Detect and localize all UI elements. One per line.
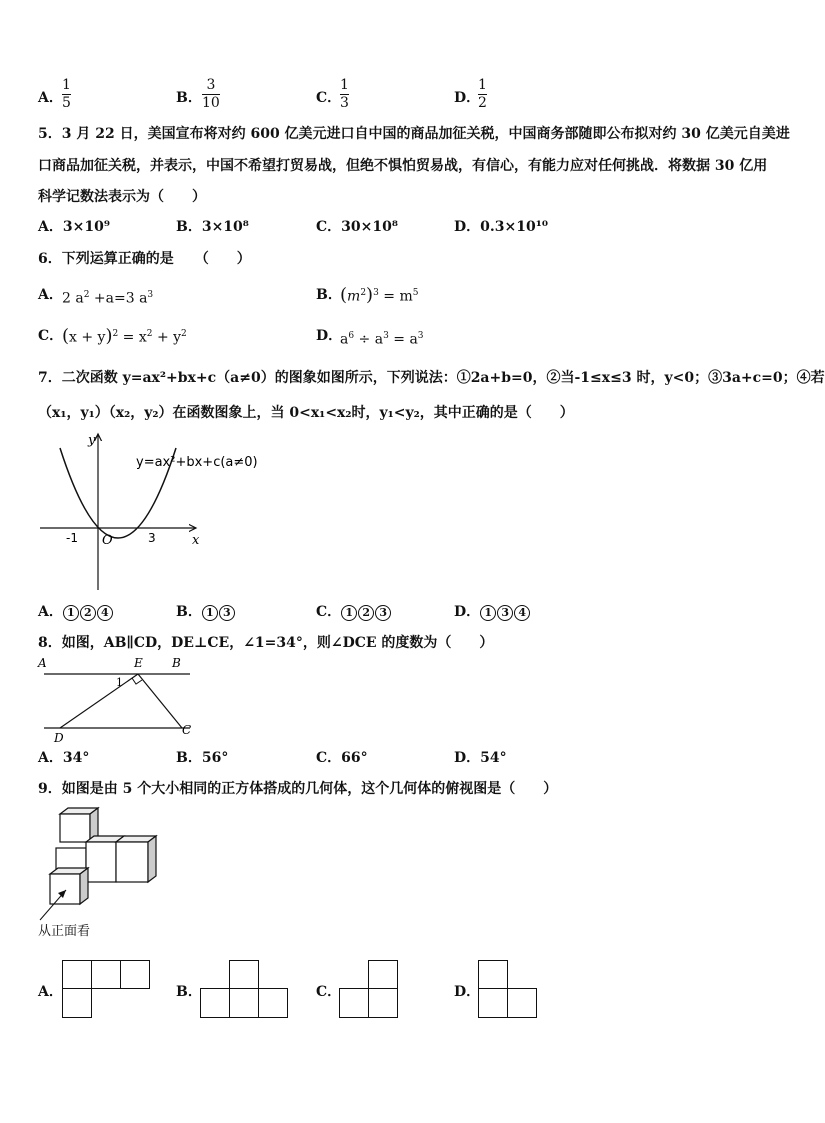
q4-d-denominator: 2 — [478, 95, 487, 111]
q4-option-c-fraction — [340, 78, 349, 111]
q9-stem: 9．如图是由 5 个大小相同的正方体搭成的几何体，这个几何体的俯视图是（ ） — [38, 781, 558, 797]
q6-option-d-formula: $a^6 \div a^3 = a^3$ — [340, 331, 424, 348]
view-arrow-icon — [36, 884, 76, 924]
q7-parabola-graph — [36, 428, 258, 594]
q9-b-cell — [229, 988, 259, 1018]
q9-option-d-letter: D． — [454, 984, 481, 1000]
graph-label: y=ax²+bx+c(a≠0) — [136, 455, 258, 470]
q7-a-mark-3: 4 — [97, 605, 113, 621]
q9-caption: 从正面看 — [38, 924, 91, 939]
q4-option-b-fraction — [202, 78, 220, 111]
q7-option-b — [176, 604, 236, 621]
q9-d-cell — [478, 960, 508, 989]
label-c: C — [182, 723, 192, 737]
q9-a-cell — [62, 988, 92, 1018]
q6-option-b-formula: $(m^2)^3 = m^5$ — [340, 284, 419, 306]
q7-a-letter: A． — [38, 604, 63, 620]
q7-c-mark-3: 3 — [375, 605, 391, 621]
q6-option-d-letter: D． — [316, 328, 343, 344]
q4-option-c-letter: C． — [316, 90, 342, 106]
q5-stem-line2: 口商品加征关税，并表示，中国不希望打贸易战，但绝不惧怕贸易战，有信心，有能力应对任何挑战．将数据 30 亿用 — [38, 158, 768, 174]
q8-option-d: D．54° — [454, 750, 507, 766]
q4-option-b-letter: B． — [176, 90, 202, 106]
label-a: A — [38, 656, 47, 670]
q9-c-cell — [339, 988, 369, 1018]
q7-option-a — [38, 604, 114, 621]
segment-de — [60, 674, 138, 728]
q9-b-cell — [229, 960, 259, 989]
label-angle-1: 1 — [116, 676, 123, 689]
q9-option-c-letter: C． — [316, 984, 342, 1000]
q7-stem-line1: 7．二次函数 y=ax²+bx+c（a≠0）的图象如图所示，下列说法：①2a+b=0，②当-1≤x≤3 时，y<0；③3a+c=0；④若 — [38, 370, 825, 386]
label-d: D — [54, 731, 64, 745]
q9-c-cell — [368, 960, 398, 989]
q7-b-mark-2: 3 — [219, 605, 235, 621]
q6-option-c-formula: $(x + y)^2 = x^2 + y^2$ — [62, 325, 187, 347]
q7-b-letter: B． — [176, 604, 202, 620]
q7-a-mark-2: 2 — [80, 605, 96, 621]
q7-c-mark-1: 1 — [341, 605, 357, 621]
q7-a-mark-1: 1 — [63, 605, 79, 621]
q6-option-a-formula: 2 $a^2 +a=3$ $a^3$ — [62, 290, 154, 307]
q4-a-numerator: 1 — [62, 77, 71, 93]
q5-option-a: A．3×10⁹ — [38, 219, 110, 235]
q4-a-denominator: 5 — [62, 95, 71, 111]
q4-c-denominator: 3 — [340, 95, 349, 111]
label-b: B — [172, 656, 181, 670]
q5-stem-line3: 科学记数法表示为（ ） — [38, 189, 206, 205]
q8-geometry-figure — [34, 654, 196, 745]
q7-option-d — [454, 604, 531, 621]
q9-a-cell — [120, 960, 150, 989]
q4-option-a-letter: A． — [38, 90, 63, 106]
q7-d-mark-3: 4 — [514, 605, 530, 621]
q6-stem: 6．下列运算正确的是 （ ） — [38, 251, 251, 267]
q4-b-numerator: 3 — [206, 77, 216, 93]
q4-option-a-fraction — [62, 78, 71, 111]
q8-option-a: A．34° — [38, 750, 90, 766]
q9-d-cell — [478, 988, 508, 1018]
q9-c-cell — [368, 988, 398, 1018]
q9-b-cell — [200, 988, 230, 1018]
y-axis-label: y — [88, 433, 96, 448]
q8-option-b: B．56° — [176, 750, 229, 766]
q4-option-d-fraction — [478, 78, 487, 111]
segment-ec — [138, 674, 182, 728]
q4-c-numerator: 1 — [340, 77, 349, 93]
q4-b-denominator: 10 — [202, 95, 220, 111]
q7-d-mark-1: 1 — [480, 605, 496, 621]
q5-option-d: D．0.3×10¹⁰ — [454, 219, 548, 235]
q9-b-cell — [258, 988, 288, 1018]
q7-c-mark-2: 2 — [358, 605, 374, 621]
q4-d-numerator: 1 — [478, 77, 487, 93]
q9-d-cell — [507, 988, 537, 1018]
origin-label: O — [102, 533, 113, 548]
q7-d-mark-2: 3 — [497, 605, 513, 621]
q4-option-d-letter: D． — [454, 90, 481, 106]
tick-3: 3 — [148, 531, 156, 545]
q6-option-a-letter: A． — [38, 287, 63, 303]
q6-option-b-letter: B． — [316, 287, 342, 303]
q9-a-cell — [91, 960, 121, 989]
q7-c-letter: C． — [316, 604, 342, 620]
label-e: E — [134, 656, 143, 670]
q9-option-a-letter: A． — [38, 984, 63, 1000]
q8-stem: 8．如图，AB∥CD，DE⊥CE，∠1=34°，则∠DCE 的度数为（ ） — [38, 635, 494, 651]
q5-stem-line1: 5．3 月 22 日，美国宣布将对约 600 亿美元进口自中国的商品加征关税，中国商务部随即公布拟对约 30 亿美元自美进 — [38, 126, 790, 142]
q9-option-b-letter: B． — [176, 984, 202, 1000]
q7-stem-line2: （x₁，y₁）（x₂，y₂）在函数图象上，当 0<x₁<x₂时，y₁<y₂，其中正确的是（ ） — [38, 405, 574, 421]
q8-option-c: C．66° — [316, 750, 368, 766]
q7-option-c — [316, 604, 392, 621]
q5-option-b: B．3×10⁸ — [176, 219, 249, 235]
q5-option-c: C．30×10⁸ — [316, 219, 398, 235]
x-axis-label: x — [192, 533, 200, 548]
q7-d-letter: D． — [454, 604, 481, 620]
q9-a-cell — [62, 960, 92, 989]
right-angle-mark — [132, 678, 142, 684]
q6-option-c-letter: C． — [38, 328, 64, 344]
tick-neg1: -1 — [66, 531, 78, 545]
q7-b-mark-1: 1 — [202, 605, 218, 621]
